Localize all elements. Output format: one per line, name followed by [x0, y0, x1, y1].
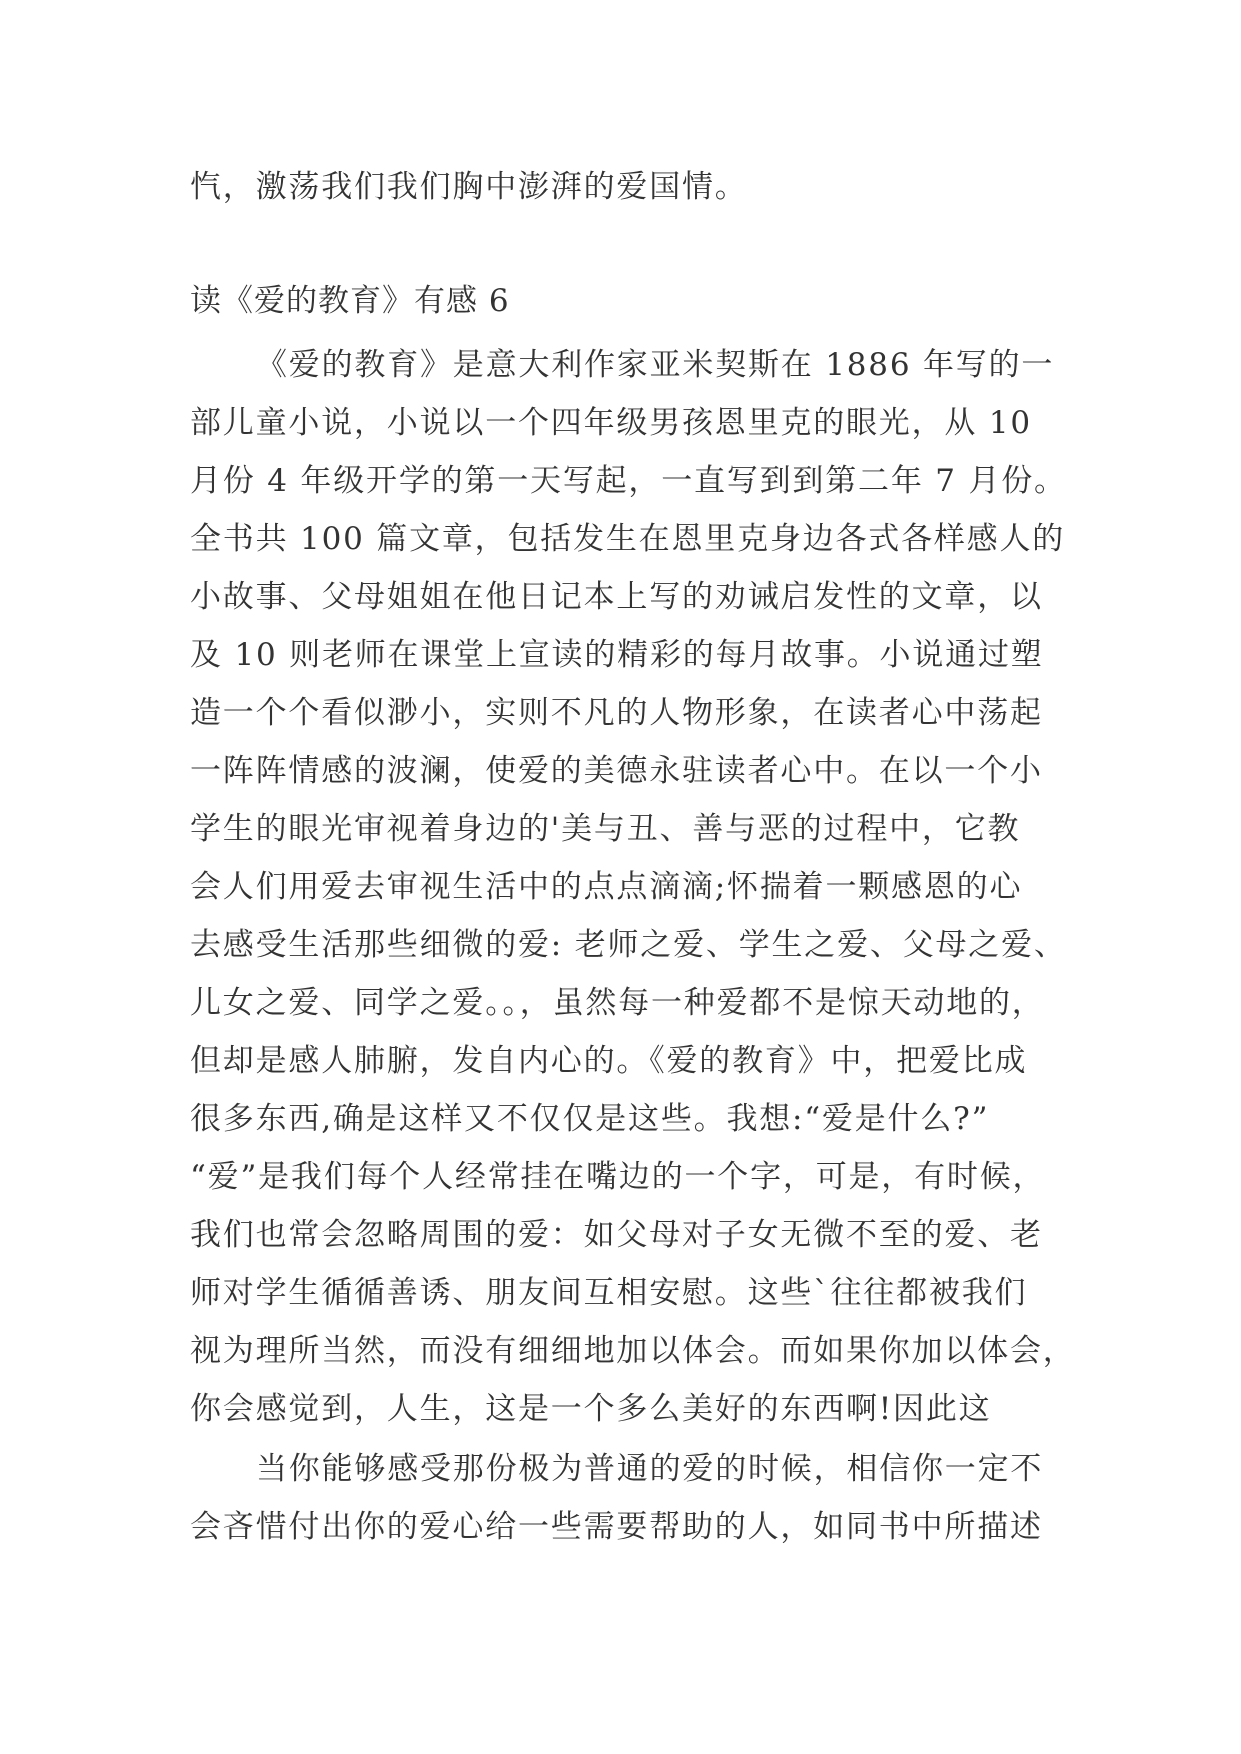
paragraph-line: “爱”是我们每个人经常挂在嘴边的一个字，可是，有时候，	[190, 1159, 1046, 1195]
paragraph-line: 去感受生活那些细微的爱: 老师之爱、学生之爱、父母之爱、	[190, 927, 1067, 963]
paragraph-line: 会人们用爱去审视生活中的点点滴滴;怀揣着一颗感恩的心	[190, 869, 1023, 905]
section-title: 读《爱的教育》有感 6	[190, 283, 510, 319]
paragraph-line: 造一个个看似渺小，实则不凡的人物形象，在读者心中荡起	[190, 695, 1043, 731]
paragraph-line: 部儿童小说，小说以一个四年级男孩恩里克的眼光，从 10	[190, 405, 1032, 441]
paragraph-line: 你会感觉到，人生，这是一个多么美好的东西啊!因此这	[190, 1391, 992, 1427]
paragraph-line: 学生的眼光审视着身边的'美与丑、善与恶的过程中，它教	[190, 811, 1021, 847]
paragraph-line: 一阵阵情感的波澜，使爱的美德永驻读者心中。在以一个小	[190, 753, 1043, 789]
paragraph-line: 当你能够感受那份极为普通的爱的时候，相信你一定不	[256, 1451, 1044, 1487]
paragraph-line: 及 10 则老师在课堂上宣读的精彩的每月故事。小说通过塑	[190, 637, 1044, 673]
paragraph-line: 《爱的教育》是意大利作家亚米契斯在 1886 年写的一	[256, 347, 1055, 383]
paragraph-line: 会吝惜付出你的爱心给一些需要帮助的人，如同书中所描述	[190, 1509, 1043, 1545]
paragraph-line: 儿女之爱、同学之爱。。，虽然每一种爱都不是惊天动地的，	[190, 985, 1045, 1021]
paragraph-line: 师对学生循循善诱、朋友间互相安慰。这些`往往都被我们	[190, 1275, 1028, 1311]
paragraph-line: 我们也常会忽略周围的爱：如父母对子女无微不至的爱、老	[190, 1217, 1043, 1253]
continuation-line: 忾，激荡我们我们胸中澎湃的爱国情。	[190, 169, 748, 205]
paragraph-line: 全书共 100 篇文章，包括发生在恩里克身边各式各样感人的	[190, 521, 1066, 557]
paragraph-line: 视为理所当然，而没有细细地加以体会。而如果你加以体会，	[190, 1333, 1076, 1369]
paragraph-line: 很多东西,确是这样又不仅仅是这些。我想:“爱是什么?”	[190, 1101, 990, 1137]
paragraph-line: 小故事、父母姐姐在他日记本上写的劝诫启发性的文章，以	[190, 579, 1043, 615]
paragraph-line: 但却是感人肺腑，发自内心的。《爱的教育》中，把爱比成	[190, 1043, 1028, 1079]
paragraph-line: 月份 4 年级开学的第一天写起，一直写到到第二年 7 月份。	[190, 463, 1067, 499]
